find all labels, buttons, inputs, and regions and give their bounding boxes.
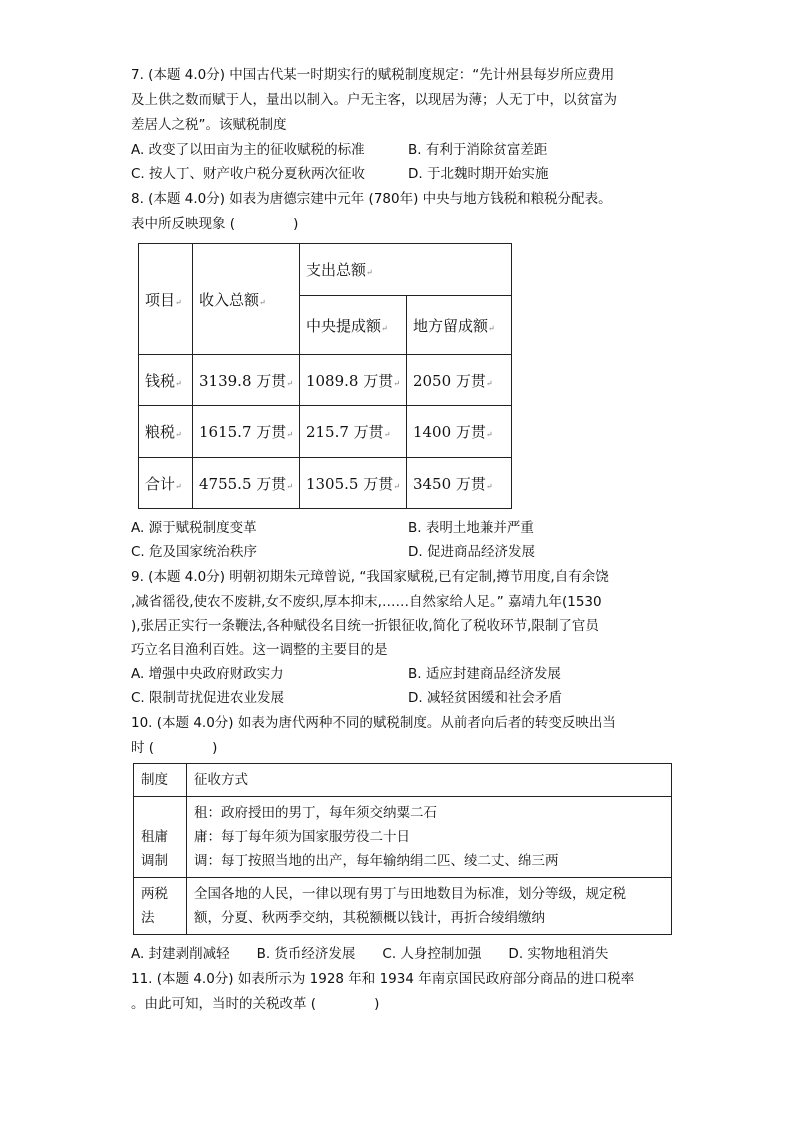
cell-local: 2050 万贯↵ — [406, 355, 511, 406]
cell-system-liangshuifa: 两税法 — [134, 878, 187, 935]
q8-option-c[interactable]: C. 危及国家统治秩序 — [131, 544, 258, 560]
cell-item: 合计↵ — [139, 458, 193, 509]
q9-stem-line4: 巧立名目渔利百姓。这一调整的主要目的是 — [131, 642, 388, 658]
method-line: 全国各地的人民，一律以现有男丁与田地数目为标准，划分等级，规定税 — [194, 886, 626, 902]
table-row — [139, 406, 512, 458]
q8-stem-line1: 8. (本题 4.0分) 如表为唐德宗建中元年 (780年) 中央与地方钱税和粮税分配表。 — [131, 191, 612, 207]
q11-stem-line2 — [131, 995, 379, 1013]
cell-central: 1305.5 万贯↵ — [299, 458, 406, 509]
header-income: 收入总额↵ — [193, 244, 300, 355]
q9-stem-line3: ),张居正实行一条鞭法,各种赋役名目统一折银征收,简化了税收环节,限制了官员 — [131, 618, 599, 634]
q7-stem-line1: 7. (本题 4.0分) 中国古代某一时期实行的赋税制度规定：“先计州县每岁所应费用 — [131, 67, 615, 83]
q9-stem-line2: ,减省徭役,使农不废耕,女不废织,厚本抑末,……自然家给人足。” 嘉靖九年(1530 — [131, 594, 602, 610]
q8-stem-line2 — [131, 215, 298, 233]
q10-stem-text: 时 ( — [131, 740, 155, 756]
q10-stem-line2 — [131, 739, 217, 757]
q9-stem-line1: 9. (本题 4.0分) 明朝初期朱元璋曾说, “我国家赋税,已有定制,撙节用度,自有余饶 — [131, 569, 609, 585]
q9-option-b[interactable]: B. 适应封建商品经济发展 — [408, 666, 561, 682]
q11-stem-close: ) — [374, 996, 380, 1012]
cell-income: 1615.7 万贯↵ — [193, 406, 300, 458]
method-line: 额，分夏、秋两季交纳，其税额概以钱计，再折合绫绢缴纳 — [194, 910, 545, 926]
cell-income: 4755.5 万贯↵ — [193, 458, 300, 509]
q10-system-table — [133, 763, 672, 935]
header-system: 制度 — [134, 764, 187, 797]
q8-tax-table — [138, 243, 512, 509]
cell-item: 钱税↵ — [139, 355, 193, 406]
table-row — [134, 764, 672, 797]
cell-method-zuyongdiao — [187, 797, 672, 878]
cell-system-zuyongdiao: 租庸调制 — [134, 797, 187, 878]
cell-method-liangshuifa — [187, 878, 672, 935]
q7-option-a[interactable]: A. 改变了以田亩为主的征收赋税的标准 — [131, 142, 365, 158]
method-line: 调：每丁按照当地的出产，每年输纳绢二匹、绫二丈、绵三两 — [194, 853, 559, 869]
header-item: 项目↵ — [139, 244, 193, 355]
cell-item: 粮税↵ — [139, 406, 193, 458]
table-row — [134, 878, 672, 935]
cell-income: 3139.8 万贯↵ — [193, 355, 300, 406]
table-row — [134, 797, 672, 878]
cell-local: 1400 万贯↵ — [406, 406, 511, 458]
q7-stem-line3: 差居人之税”。该赋税制度 — [131, 117, 287, 133]
method-line: 租：政府授田的男丁，每年须交纳粟二石 — [194, 805, 437, 821]
q11-stem-text: 。由此可知，当时的关税改革 ( — [131, 996, 317, 1012]
table-row — [139, 458, 512, 509]
q8-option-b[interactable]: B. 表明土地兼并严重 — [408, 520, 534, 536]
q11-stem-line1: 11. (本题 4.0分) 如表所示为 1928 年和 1934 年南京国民政府部分商品的进口税率 — [131, 971, 635, 987]
header-local: 地方留成额↵ — [406, 296, 511, 355]
q8-stem-text: 表中所反映现象 ( — [131, 216, 236, 232]
q10-stem-line1: 10. (本题 4.0分) 如表为唐代两种不同的赋税制度。从前者向后者的转变反映出当 — [131, 715, 616, 731]
q10-stem-close: ) — [212, 740, 218, 756]
q7-option-d[interactable]: D. 于北魏时期开始实施 — [408, 166, 549, 182]
cell-local: 3450 万贯↵ — [406, 458, 511, 509]
table-row — [139, 355, 512, 406]
q9-option-a[interactable]: A. 增强中央政府财政实力 — [131, 666, 284, 682]
q7-option-b[interactable]: B. 有利于消除贫富差距 — [408, 142, 548, 158]
q9-option-c[interactable]: C. 限制苛扰促进农业发展 — [131, 690, 285, 706]
q8-option-a[interactable]: A. 源于赋税制度变革 — [131, 520, 257, 536]
q8-stem-close: ) — [293, 216, 299, 232]
header-expense: 支出总额↵ — [299, 244, 511, 296]
q10-options[interactable]: A. 封建剥削减轻 B. 货币经济发展 C. 人身控制加强 D. 实物地租消失 — [131, 946, 609, 962]
cell-central: 215.7 万贯↵ — [299, 406, 406, 458]
q7-stem-line2: 及上供之数而赋于人，量出以制入。户无主客，以现居为薄；人无丁中，以贫富为 — [131, 92, 617, 108]
q9-option-d[interactable]: D. 减轻贫困缓和社会矛盾 — [408, 690, 562, 706]
q7-option-c[interactable]: C. 按人丁、财产收户税分夏秋两次征收 — [131, 166, 366, 182]
header-method: 征收方式 — [187, 764, 672, 797]
q8-option-d[interactable]: D. 促进商品经济发展 — [408, 544, 535, 560]
cell-central: 1089.8 万贯↵ — [299, 355, 406, 406]
method-line: 庸：每丁每年须为国家服劳役二十日 — [194, 829, 410, 845]
header-central: 中央提成额↵ — [299, 296, 406, 355]
